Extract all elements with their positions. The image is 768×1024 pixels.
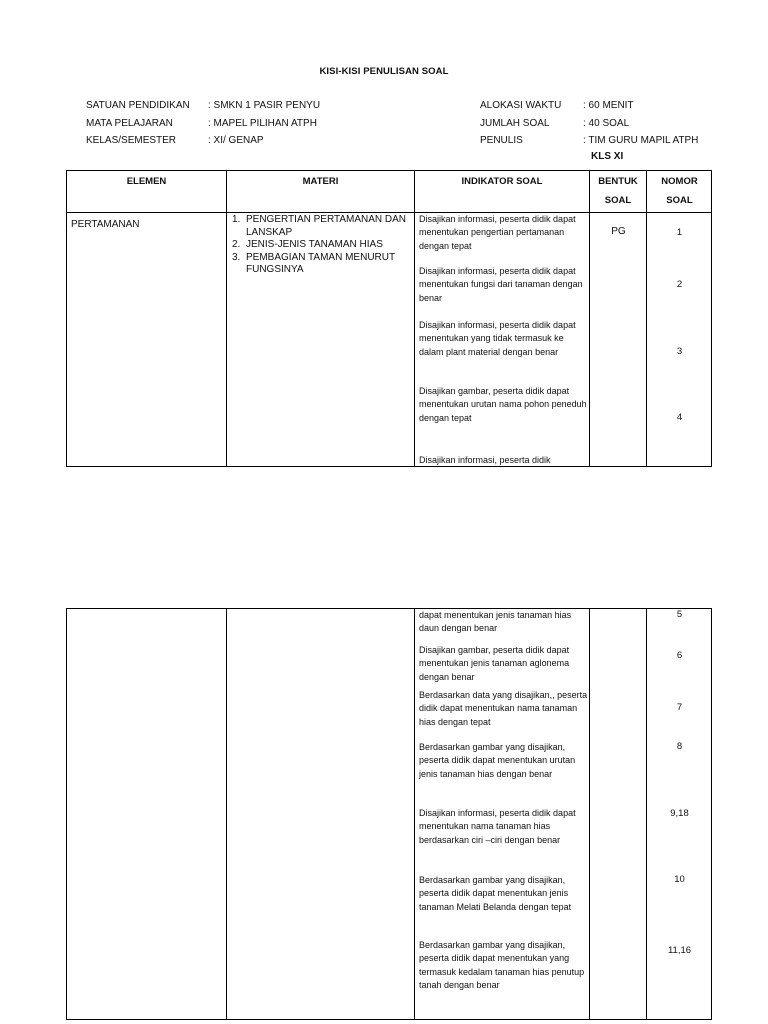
kisi-kisi-table-page-2 (66, 608, 712, 1020)
indikator-cell: Disajikan informasi, peserta didik dapat menentukan nama tanaman hias berdasarkan ciri –ciri dengan benar (419, 808, 576, 845)
meta-value: : 60 MENIT (583, 100, 634, 111)
nomor-cell: 10 (674, 874, 685, 885)
indikator-cell: Disajikan informasi, peserta didik dapat menentukan yang tidak termasuk ke dalam plant material dengan benar (419, 320, 576, 357)
header-elemen: ELEMEN (126, 176, 167, 187)
column-divider (226, 609, 227, 1019)
meta-row (86, 132, 320, 150)
elemen-cell: PERTAMANAN (71, 219, 140, 230)
column-divider (589, 171, 590, 466)
nomor-cell: 7 (676, 702, 683, 713)
header-bentuk-soal (590, 172, 646, 210)
class-note: KLS XI (591, 151, 624, 162)
nomor-cell: 5 (676, 609, 683, 620)
header-nomor-soal (647, 172, 712, 210)
materi-item (232, 252, 412, 277)
nomor-cell: 2 (676, 279, 683, 290)
indikator-cell: Berdasarkan gambar yang disajikan, peserta didik dapat menentukan yang termasuk kedalam tanaman hias penutup tanah dengan benar (419, 940, 585, 990)
materi-text: PEMBAGIAN TAMAN MENURUT FUNGSINYA (246, 251, 395, 275)
meta-label: PENULIS (480, 135, 523, 146)
column-divider (414, 171, 415, 466)
meta-row (480, 132, 698, 150)
meta-row (480, 97, 698, 115)
materi-item (232, 239, 412, 252)
meta-label: ALOKASI WAKTU (480, 100, 562, 111)
indikator-cell: Disajikan informasi, peserta didik dapat menentukan pengertian pertamanan dengan tepat (419, 214, 576, 251)
materi-text: JENIS-JENIS TANAMAN HIAS (246, 239, 383, 250)
meta-value: : XI/ GENAP (208, 135, 264, 146)
meta-label: MATA PELAJARAN (86, 117, 173, 129)
meta-row (86, 115, 320, 133)
meta-label: KELAS/SEMESTER (86, 135, 177, 146)
indikator-cell: Disajikan gambar, peserta didik dapat menentukan urutan nama pohon peneduh dengan tepat (419, 386, 587, 423)
column-divider (414, 609, 415, 1019)
meta-value: : TIM GURU MAPIL ATPH (583, 135, 699, 146)
indikator-cell: Disajikan informasi, peserta didik dapat menentukan fungsi dari tanaman dengan benar (419, 266, 583, 303)
meta-label: SATUAN PENDIDIKAN (86, 100, 190, 111)
materi-number: 3. (232, 251, 241, 263)
nomor-cell: 11,16 (667, 945, 692, 956)
meta-row (480, 115, 698, 133)
header-nomor-line: NOMOR (661, 176, 698, 187)
nomor-cell: 4 (676, 412, 683, 423)
nomor-cell: 1 (676, 227, 683, 238)
nomor-cell: 8 (676, 741, 683, 752)
materi-item (232, 214, 412, 239)
materi-number: 2. (232, 239, 241, 250)
meta-right (480, 97, 698, 150)
indikator-cell: Disajikan informasi, peserta didik (419, 455, 551, 465)
meta-value: : SMKN 1 PASIR PENYU (208, 100, 321, 111)
column-divider (226, 171, 227, 466)
header-indikator: INDIKATOR SOAL (461, 176, 543, 187)
document-title: KISI-KISI PENULISAN SOAL (319, 66, 449, 77)
indikator-cell: dapat menentukan jenis tanaman hias daun dengan benar (419, 610, 572, 634)
bentuk-soal-cell: PG (611, 226, 626, 237)
header-bentuk-line: BENTUK (598, 176, 638, 187)
header-materi: MATERI (302, 176, 339, 187)
materi-number: 1. (232, 214, 241, 225)
indikator-cell: Berdasarkan gambar yang disajikan, peserta didik dapat menentukan jenis tanaman Melati Belanda dengan tepat (419, 875, 572, 912)
indikator-cell: Berdasarkan gambar yang disajikan, peserta didik dapat menentukan urutan jenis tanaman hias dengan benar (419, 742, 576, 779)
indikator-cell: Berdasarkan data yang disajikan,, peserta didik dapat menentukan nama tanaman hias dengan tepat (419, 690, 588, 727)
meta-value: : 40 SOAL (583, 117, 630, 129)
nomor-cell: 9,18 (670, 808, 689, 819)
column-divider (589, 609, 590, 1019)
meta-left (86, 97, 320, 150)
indikator-cell: Disajikan gambar, peserta didik dapat menentukan jenis tanaman aglonema dengan benar (419, 645, 570, 682)
materi-text: PENGERTIAN PERTAMANAN DAN LANSKAP (246, 214, 407, 238)
meta-value: : MAPEL PILIHAN ATPH (208, 117, 317, 129)
header-divider (67, 212, 711, 213)
nomor-cell: 6 (676, 650, 683, 661)
header-nomor-line: SOAL (666, 195, 693, 206)
meta-label: JUMLAH SOAL (480, 117, 550, 129)
materi-list (232, 214, 412, 277)
header-bentuk-line: SOAL (604, 195, 632, 206)
nomor-cell: 3 (676, 346, 683, 357)
kisi-kisi-table-page-1 (66, 170, 712, 467)
meta-row (86, 97, 320, 115)
